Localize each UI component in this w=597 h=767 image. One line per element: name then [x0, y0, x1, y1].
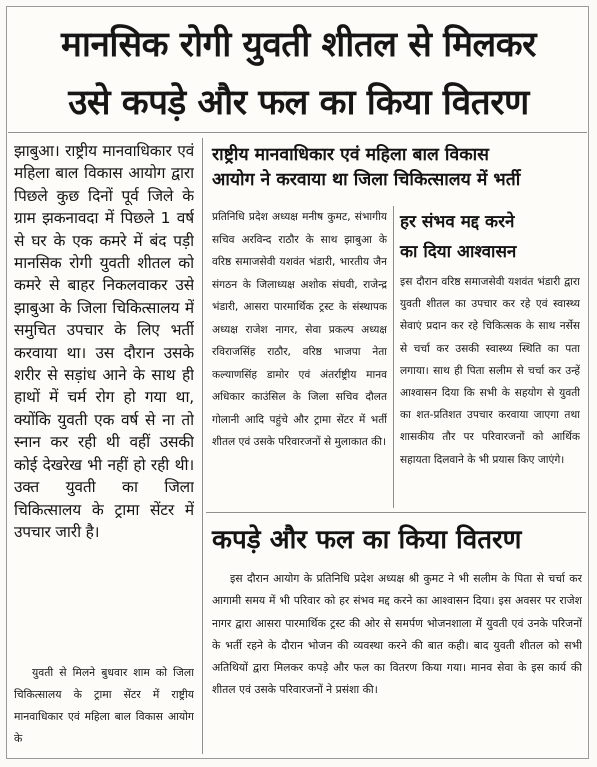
subheading-assurance-line-1: हर संभव मद्द करने [400, 212, 515, 232]
column-divider-middle [393, 206, 394, 508]
middle-paragraph: प्रतिनिधि प्रदेश अध्यक्ष मनीष कुमट, संभागीय सचिव अरविन्द राठौर के साथ झाबुआ के वरिष्ठ समाजसेवी यशवंत भंडारी, भारतीय जैन संगठन के जिलाध्यक्ष अशोक संघवी, राजेन्द्र भंडारी, आसरा पारमार्थिक ट्रस्ट के संस्थापक अध्यक्ष राजेश नागर, सेवा प्रकल्प अध्यक्ष रविराजसिंह राठौर, वरिष्ठ भाजपा नेता कल्याणसिंह डामोर एवं अंतर्राष्ट्रीय मानव अधिकार काउंसिल के जिला सचिव दौलत गोलानी आदि पहुंचे और ट्रामा सेंटर में भर्ती शीतल एवं उसके परिवारजनों से मुलाकात की। [212, 211, 387, 448]
subheading-assurance [400, 207, 580, 267]
subheading-distribution: कपड़े और फल का किया वितरण [212, 525, 522, 555]
section-divider [206, 512, 586, 513]
column-divider-left [202, 138, 203, 754]
lead-paragraph: झाबुआ। राष्ट्रीय मानवाधिकार एवं महिला बाल विकास आयोग द्वारा पिछले कुछ दिनों पूर्व जिले के ग्राम झकनावदा में पिछले 1 वर्ष से घर के एक कमरे में बंद पड़ी मानसिक रोगी युवती शीतल को कमरे से बाहर निकलवाकर उसे झाबुआ के जिला चिकित्सालय में समुचित उपचार के लिए भर्ती करवाया था। उस दौरान उसके शरीर से सड़ांध आने के साथ ही हाथों में चर्म रोग हो गया था, क्योंकि युवती एक वर्ष से ना तो स्नान कर रही थी वहीं उसकी कोई देखरेख भी नहीं हो रही थी। उक्त युवती का जिला चिकित्सालय के ट्रामा सेंटर में उपचार जारी है। [14, 142, 194, 541]
left-continuation-paragraph [14, 662, 194, 750]
subheading-commission-line-2: आयोग ने करवाया था जिला चिकित्सालय में भर्ती [212, 170, 521, 190]
subheading-commission-line-1: राष्ट्रीय मानवाधिकार एवं महिला बाल विकास [212, 145, 490, 165]
bottom-paragraph-text: इस दौरान आयोग के प्रतिनिधि प्रदेश अध्यक्ष श्री कुमट ने भी सलीम के पिता से चर्चा कर आगामी समय में भी परिवार को हर संभव मद्द करने का आश्वासन दिया। इस अवसर पर राजेश नागर द्वारा आसरा पारमार्थिक ट्रस्ट की ओर से समर्पण भोजनशाला में युवती एवं उनके परिजनों के भर्ती रहने के दौरान भोजन की व्यवस्था करने की बात कही। बाद युवती शीतल को सभी अतिथियों द्वारा मिलकर कपड़े और फल का वितरण किया गया। मानव सेवा के इस कार्य की शीतल एवं उसके परिवारजनों ने प्रसंशा की। [212, 572, 582, 697]
headline-divider [8, 132, 587, 133]
headline-line-1: मानसिक रोगी युवती शीतल से मिलकर [60, 25, 536, 65]
right-paragraph: इस दौरान वरिष्ठ समाजसेवी यशवंत भंडारी द्वारा युवती शीतल का उपचार कर रहे एवं स्वास्थ्य सेवाएं प्रदान कर रहे चिकित्सक के साथ नर्सेस से चर्चा कर उसकी स्वास्थ्य स्थिति का पता लगाया। साथ ही पिता सलीम से चर्चा कर उन्हें आश्वासन दिया कि सभी के सहयोग से युवती का शत-प्रतिशत उपचार करवाया जाएगा तथा शासकीय तौर पर परिवारजनों को आर्थिक सहायता दिलवाने के भी प्रयास किए जाएंगे। [400, 276, 580, 466]
bottom-paragraph [212, 568, 582, 702]
subheading-assurance-line-2: का दिया आश्वासन [400, 242, 517, 262]
left-continuation-text: युवती से मिलने बुधवार शाम को जिला चिकित्सालय के ट्रामा सेंटर में राष्ट्रीय मानवाधिकार एवं महिला बाल विकास आयोग के [14, 666, 194, 745]
subheading-commission [212, 143, 582, 193]
headline-line-2: उसे कपड़े और फल का किया वितरण [68, 83, 529, 123]
